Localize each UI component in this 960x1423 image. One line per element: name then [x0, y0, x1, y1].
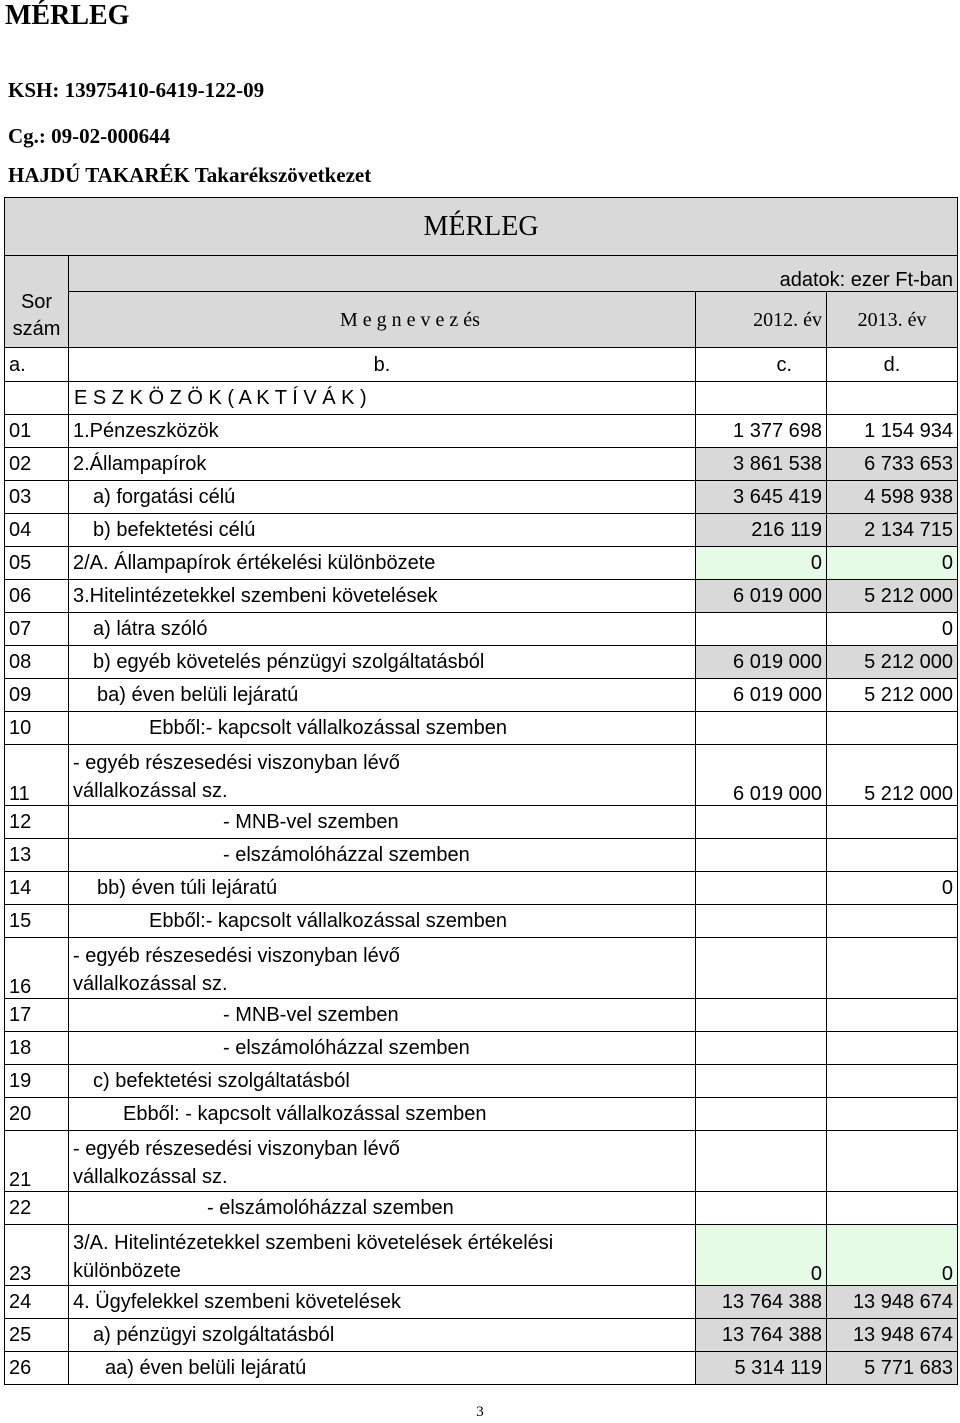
value-2013 — [827, 1098, 958, 1131]
value-2012 — [696, 1032, 827, 1065]
value-2013: 5 212 000 — [827, 646, 958, 679]
row-number: 25 — [5, 1319, 69, 1352]
row-label: - MNB-vel szemben — [69, 806, 696, 839]
value-2013: 0 — [827, 547, 958, 580]
row-label-line2: különbözete — [73, 1260, 181, 1282]
table-row — [5, 1098, 958, 1131]
value-2012: 0 — [696, 1225, 827, 1286]
value-2012: 6 019 000 — [696, 646, 827, 679]
table-row — [5, 514, 958, 547]
row-label: 1.Pénzeszközök — [69, 415, 696, 448]
row-label: - MNB-vel szemben — [69, 999, 696, 1032]
col-header-2013: 2013. év — [827, 292, 958, 348]
value-2012: 6 019 000 — [696, 580, 827, 613]
row-label: b) egyéb követelés pénzügyi szolgáltatásból — [69, 646, 696, 679]
value-2012: 5 314 119 — [696, 1352, 827, 1385]
row-number: 19 — [5, 1065, 69, 1098]
row-number: 02 — [5, 448, 69, 481]
row-label: Ebből:- kapcsolt vállalkozással szemben — [69, 905, 696, 938]
value-2013: 2 134 715 — [827, 514, 958, 547]
page-title: MÉRLEG — [5, 0, 130, 31]
row-number: 11 — [5, 745, 69, 806]
row-label: c) befektetési szolgáltatásból — [69, 1065, 696, 1098]
table-row — [5, 1286, 958, 1319]
value-2012: 3 861 538 — [696, 448, 827, 481]
letter-a: a. — [5, 348, 69, 382]
table-row — [5, 712, 958, 745]
value-2012 — [696, 905, 827, 938]
value-2013: 5 771 683 — [827, 1352, 958, 1385]
value-2013 — [827, 1065, 958, 1098]
table-row — [5, 481, 958, 514]
value-2013: 0 — [827, 872, 958, 905]
value-2013: 5 212 000 — [827, 679, 958, 712]
section-cell-2012 — [696, 382, 827, 415]
table-row — [5, 580, 958, 613]
letter-b: b. — [69, 348, 696, 382]
row-label-line2: vállalkozással sz. — [73, 973, 228, 995]
row-number: 22 — [5, 1192, 69, 1225]
row-label: a) forgatási célú — [69, 481, 696, 514]
value-2013: 6 733 653 — [827, 448, 958, 481]
value-2013: 5 212 000 — [827, 580, 958, 613]
value-2013 — [827, 1131, 958, 1192]
value-2012: 216 119 — [696, 514, 827, 547]
table-row — [5, 1352, 958, 1385]
row-number: 03 — [5, 481, 69, 514]
row-label — [69, 1131, 696, 1192]
value-2012 — [696, 839, 827, 872]
row-number: 16 — [5, 938, 69, 999]
row-number: 23 — [5, 1225, 69, 1286]
letter-c: c. — [696, 348, 827, 382]
value-2013 — [827, 1192, 958, 1225]
table-row — [5, 1225, 958, 1286]
table-banner: MÉRLEG — [5, 198, 958, 256]
value-2013 — [827, 905, 958, 938]
value-2013 — [827, 712, 958, 745]
row-label — [69, 938, 696, 999]
value-2012 — [696, 999, 827, 1032]
ksh-number: KSH: 13975410-6419-122-09 — [8, 78, 265, 102]
row-label: a) látra szóló — [69, 613, 696, 646]
value-2012 — [696, 1098, 827, 1131]
row-number: 08 — [5, 646, 69, 679]
row-number: 07 — [5, 613, 69, 646]
section-row-number — [5, 382, 69, 415]
value-2013: 13 948 674 — [827, 1286, 958, 1319]
row-label-line1: - egyéb részesedési viszonyban lévő — [73, 752, 400, 774]
table-row — [5, 613, 958, 646]
value-2012: 13 764 388 — [696, 1286, 827, 1319]
value-2012 — [696, 806, 827, 839]
table-row — [5, 448, 958, 481]
row-label: b) befektetési célú — [69, 514, 696, 547]
value-2013: 4 598 938 — [827, 481, 958, 514]
balance-sheet-table — [4, 197, 958, 1385]
row-number: 09 — [5, 679, 69, 712]
table-row — [5, 646, 958, 679]
unit-note: adatok: ezer Ft-ban — [69, 256, 958, 292]
value-2012 — [696, 938, 827, 999]
row-label: Ebből:- kapcsolt vállalkozással szemben — [69, 712, 696, 745]
row-number: 24 — [5, 1286, 69, 1319]
row-label: bb) éven túli lejáratú — [69, 872, 696, 905]
value-2012: 1 377 698 — [696, 415, 827, 448]
row-number: 15 — [5, 905, 69, 938]
value-2012 — [696, 712, 827, 745]
table-row — [5, 1319, 958, 1352]
table-row — [5, 679, 958, 712]
table-row — [5, 1032, 958, 1065]
value-2013 — [827, 806, 958, 839]
value-2013 — [827, 938, 958, 999]
row-label: 4. Ügyfelekkel szembeni követelések — [69, 1286, 696, 1319]
row-label: - elszámolóházzal szemben — [69, 1032, 696, 1065]
col-header-2012: 2012. év — [696, 292, 827, 348]
value-2013: 1 154 934 — [827, 415, 958, 448]
row-number: 12 — [5, 806, 69, 839]
row-number: 14 — [5, 872, 69, 905]
value-2012 — [696, 1065, 827, 1098]
value-2012 — [696, 613, 827, 646]
company-registration: Cg.: 09-02-000644 — [8, 124, 171, 148]
value-2012: 6 019 000 — [696, 745, 827, 806]
row-label: - elszámolóházzal szemben — [69, 839, 696, 872]
row-number: 06 — [5, 580, 69, 613]
value-2013: 0 — [827, 1225, 958, 1286]
row-label: 2.Állampapírok — [69, 448, 696, 481]
table-row — [5, 1131, 958, 1192]
row-number: 04 — [5, 514, 69, 547]
table-row — [5, 938, 958, 999]
section-title — [69, 382, 696, 415]
row-number: 21 — [5, 1131, 69, 1192]
value-2013 — [827, 1032, 958, 1065]
value-2013: 13 948 674 — [827, 1319, 958, 1352]
table-row — [5, 905, 958, 938]
table-row — [5, 415, 958, 448]
row-number: 17 — [5, 999, 69, 1032]
row-number: 05 — [5, 547, 69, 580]
row-label-line1: - egyéb részesedési viszonyban lévő — [73, 945, 400, 967]
value-2012: 6 019 000 — [696, 679, 827, 712]
row-label-line2: vállalkozással sz. — [73, 780, 228, 802]
table-row — [5, 745, 958, 806]
table-row — [5, 872, 958, 905]
row-number: 13 — [5, 839, 69, 872]
row-number: 20 — [5, 1098, 69, 1131]
row-label: a) pénzügyi szolgáltatásból — [69, 1319, 696, 1352]
company-name: HAJDÚ TAKARÉK Takarékszövetkezet — [8, 163, 372, 187]
section-title-text: E S Z K Ö Z Ö K ( A K T Í V Á K ) — [74, 387, 367, 409]
value-2013: 5 212 000 — [827, 745, 958, 806]
row-label-line1: 3/A. Hitelintézetekkel szembeni követelések értékelési — [73, 1232, 554, 1254]
row-label: aa) éven belüli lejáratú — [69, 1352, 696, 1385]
row-label: Ebből: - kapcsolt vállalkozással szemben — [69, 1098, 696, 1131]
letter-d: d. — [827, 348, 958, 382]
table-row — [5, 999, 958, 1032]
row-label-line2: vállalkozással sz. — [73, 1166, 228, 1188]
row-label-line1: - egyéb részesedési viszonyban lévő — [73, 1138, 400, 1160]
row-label — [69, 745, 696, 806]
value-2013: 0 — [827, 613, 958, 646]
row-label: 2/A. Állampapírok értékelési különbözete — [69, 547, 696, 580]
value-2012 — [696, 872, 827, 905]
value-2012: 13 764 388 — [696, 1319, 827, 1352]
value-2013 — [827, 999, 958, 1032]
value-2012: 3 645 419 — [696, 481, 827, 514]
row-label: ba) éven belüli lejáratú — [69, 679, 696, 712]
row-label: 3.Hitelintézetekkel szembeni követelések — [69, 580, 696, 613]
table-row — [5, 547, 958, 580]
section-cell-2013 — [827, 382, 958, 415]
row-label: - elszámolóházzal szemben — [69, 1192, 696, 1225]
value-2012 — [696, 1192, 827, 1225]
table-row — [5, 806, 958, 839]
row-number: 01 — [5, 415, 69, 448]
col-header-name: M e g n e v e z és — [69, 292, 696, 348]
table-row — [5, 839, 958, 872]
row-number: 10 — [5, 712, 69, 745]
table-row — [5, 1065, 958, 1098]
row-number: 18 — [5, 1032, 69, 1065]
page-number: 3 — [476, 1404, 484, 1420]
value-2012: 0 — [696, 547, 827, 580]
col-header-row-number: Sor szám — [5, 256, 69, 348]
row-number: 26 — [5, 1352, 69, 1385]
value-2012 — [696, 1131, 827, 1192]
row-label — [69, 1225, 696, 1286]
table-row — [5, 1192, 958, 1225]
value-2013 — [827, 839, 958, 872]
